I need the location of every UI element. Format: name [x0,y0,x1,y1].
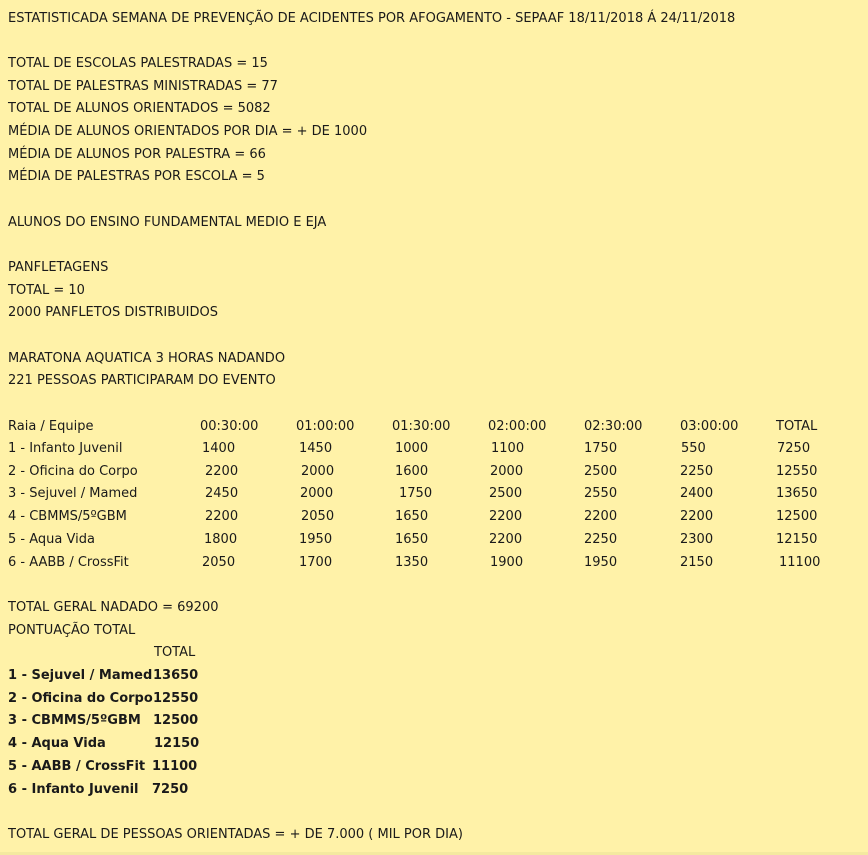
table-cell-value: 2200 [205,509,239,525]
document-title: ESTATISTICADA SEMANA DE PREVENÇÃO DE ACIDENTES POR AFOGAMENTO - SEPAAF 18/11/2018 Á 24/11/2018 [8,11,736,26]
students-note: ALUNOS DO ENSINO FUNDAMENTAL MEDIO E EJA [8,215,327,230]
table-cell-value: 1950 [299,531,333,547]
ranking-score: 12500 [153,713,199,729]
table-cell-total: 12500 [776,509,818,525]
table-cell-value: 1900 [490,554,524,570]
table-cell-value: 2200 [680,509,714,525]
leaflets-total: TOTAL = 10 [8,283,85,298]
leaflets-heading: PANFLETAGENS [8,260,109,275]
leaflets-distributed: 2000 PANFLETOS DISTRIBUIDOS [8,305,218,320]
ranking-score: 7250 [152,781,189,797]
table-header-time: 01:30:00 [392,419,451,434]
table-header-team: Raia / Equipe [8,419,94,434]
stat-line: TOTAL DE ALUNOS ORIENTADOS = 5082 [8,101,271,116]
table-cell-team: 2 - Oficina do Corpo [8,463,138,479]
table-cell-value: 1750 [399,486,433,502]
table-header-time: 01:00:00 [296,419,355,434]
ranking-heading: PONTUAÇÃO TOTAL [8,623,136,638]
table-cell-value: 2400 [680,486,714,502]
ranking-team: 3 - CBMMS/5ºGBM [8,713,141,729]
table-cell-value: 1000 [395,441,429,456]
stat-line: TOTAL DE PALESTRAS MINISTRADAS = 77 [8,79,278,94]
table-cell-total: 13650 [776,486,818,502]
table-cell-value: 2200 [489,531,523,547]
table-cell-team: 3 - Sejuvel / Mamed [8,486,138,502]
table-cell-value: 1750 [584,441,618,456]
table-cell-total: 12150 [776,531,818,547]
ranking-team: 5 - AABB / CrossFit [8,758,146,774]
table-cell-value: 2200 [205,463,239,479]
ranking-team: 1 - Sejuvel / Mamed [8,668,153,683]
table-header-time: 02:00:00 [488,419,547,434]
table-cell-total: 11100 [779,554,821,570]
ranking-score: 11100 [152,758,198,774]
table-cell-value: 2150 [680,554,714,570]
table-cell-team: 1 - Infanto Juvenil [8,441,123,456]
ranking-score: 12150 [154,736,200,752]
table-cell-value: 2000 [490,463,524,479]
table-header-time: 03:00:00 [680,419,739,434]
table-cell-value: 1950 [584,554,618,570]
table-cell-value: 2050 [202,554,236,570]
table-cell-value: 1350 [395,554,429,570]
table-cell-value: 1400 [202,441,236,456]
ranking-team: 2 - Oficina do Corpo [8,690,153,706]
stat-line: MÉDIA DE PALESTRAS POR ESCOLA = 5 [8,169,265,184]
table-cell-value: 1450 [299,441,333,456]
total-swum: TOTAL GERAL NADADO = 69200 [8,600,219,615]
table-cell-value: 2000 [301,463,335,479]
table-cell-value: 2500 [584,463,618,479]
marathon-heading: MARATONA AQUATICA 3 HORAS NADANDO [8,351,286,366]
stat-line: TOTAL DE ESCOLAS PALESTRADAS = 15 [8,56,268,71]
table-cell-total: 7250 [777,441,811,456]
table-cell-value: 2550 [584,486,618,502]
table-cell-value: 1650 [395,531,429,547]
table-cell-value: 2300 [680,531,714,547]
marathon-participants: 221 PESSOAS PARTICIPARAM DO EVENTO [8,373,276,388]
ranking-score: 12550 [153,690,199,706]
ranking-team: 6 - Infanto Juvenil [8,781,139,797]
table-cell-team: 6 - AABB / CrossFit [8,554,129,570]
footer-line: TOTAL GERAL DE PESSOAS ORIENTADAS = + DE 7.000 ( MIL POR DIA) [8,827,463,842]
table-cell-value: 2000 [300,486,334,502]
table-cell-value: 1100 [491,441,525,456]
table-cell-value: 2050 [301,509,335,525]
table-cell-value: 1800 [204,531,238,547]
table-cell-value: 2250 [584,531,618,547]
ranking-team: 4 - Aqua Vida [8,736,106,752]
table-cell-value: 2500 [489,486,523,502]
table-cell-team: 4 - CBMMS/5ºGBM [8,509,127,525]
table-header-total: TOTAL [776,419,818,434]
table-cell-total: 12550 [776,463,818,479]
table-cell-team: 5 - Aqua Vida [8,531,95,547]
table-cell-value: 2250 [680,463,714,479]
ranking-total-header: TOTAL [154,645,196,660]
table-cell-value: 2200 [584,509,618,525]
table-header-time: 00:30:00 [200,419,259,434]
stat-line: MÉDIA DE ALUNOS POR PALESTRA = 66 [8,147,266,162]
stat-line: MÉDIA DE ALUNOS ORIENTADOS POR DIA = + DE 1000 [8,124,368,139]
table-cell-value: 1600 [395,463,429,479]
table-header-time: 02:30:00 [584,419,643,434]
table-cell-value: 1650 [395,509,429,525]
table-cell-value: 550 [681,441,706,456]
table-cell-value: 2200 [489,509,523,525]
table-cell-value: 1700 [299,554,333,570]
ranking-score: 13650 [153,668,199,683]
table-cell-value: 2450 [205,486,239,502]
